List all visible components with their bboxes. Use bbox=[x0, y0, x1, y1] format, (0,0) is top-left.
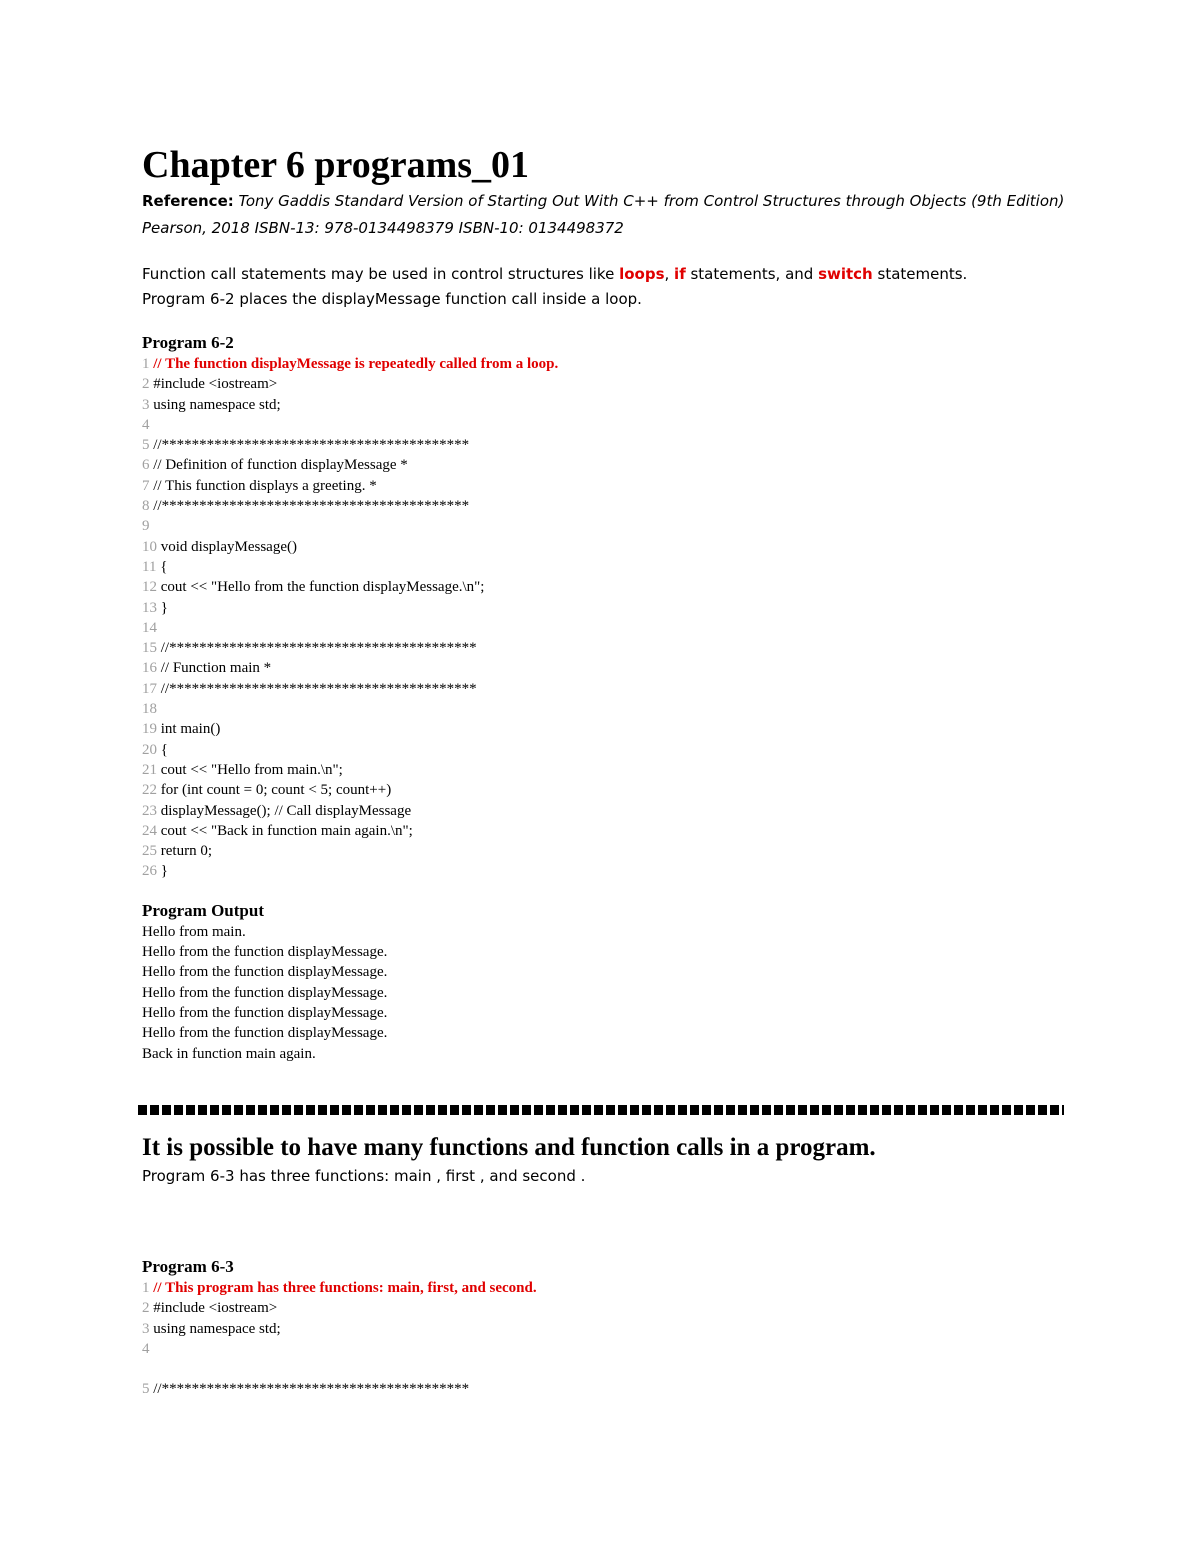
section-2-text: Program 6-3 has three functions: main , first , and second . bbox=[142, 1167, 586, 1185]
program-output-title: Program Output bbox=[142, 900, 264, 920]
intro-part3: statements. bbox=[872, 265, 968, 283]
code-line bbox=[142, 801, 1072, 821]
line-number: 3 bbox=[142, 396, 154, 413]
output-line: Hello from the function displayMessage. bbox=[142, 964, 388, 981]
line-number: 2 bbox=[142, 376, 154, 393]
line-number: 1 bbox=[142, 1280, 154, 1296]
code-text: //***************************************** bbox=[160, 680, 477, 697]
code-line bbox=[142, 719, 1072, 739]
code-text: return 0; bbox=[160, 843, 212, 860]
section-divider bbox=[138, 1105, 1064, 1115]
line-number: 2 bbox=[142, 1300, 154, 1317]
reference-text: Tony Gaddis Standard Version of Starting Out With C++ from Control Structures through Objects (9th Edition) Pearson, 2018 ISBN-13: 978-0134498379 ISBN-10: 0134498372 bbox=[142, 192, 1065, 237]
code-line bbox=[142, 1379, 1072, 1399]
code-text: using namespace std; bbox=[153, 396, 281, 413]
code-text: cout << "Hello from the function displayMessage.\n"; bbox=[160, 579, 485, 596]
line-number: 25 bbox=[142, 843, 161, 860]
line-number: 10 bbox=[142, 538, 161, 555]
code-text: //***************************************** bbox=[153, 498, 470, 515]
code-text: //***************************************** bbox=[160, 640, 477, 657]
keyword-loops: loops bbox=[619, 265, 665, 283]
line-number: 1 bbox=[142, 356, 154, 372]
code-line bbox=[142, 1339, 1072, 1359]
line-number: 16 bbox=[142, 660, 161, 677]
code-line bbox=[142, 455, 1072, 475]
program-output bbox=[142, 922, 1072, 1064]
code-text: cout << "Hello from main.\n"; bbox=[160, 761, 343, 778]
line-number: 11 bbox=[142, 558, 161, 575]
code-line bbox=[142, 841, 1072, 861]
code-text: displayMessage(); // Call displayMessage bbox=[160, 802, 412, 819]
line-number: 22 bbox=[142, 782, 161, 799]
line-number: 4 bbox=[142, 1340, 154, 1357]
program-6-3-title: Program 6-3 bbox=[142, 1257, 234, 1276]
code-line bbox=[142, 516, 1072, 536]
code-line bbox=[142, 618, 1072, 638]
code-line bbox=[142, 1298, 1072, 1318]
code-line bbox=[142, 780, 1072, 800]
code-line bbox=[142, 658, 1072, 678]
code-line bbox=[142, 638, 1072, 658]
program-6-3 bbox=[142, 1256, 1072, 1400]
reference-label: Reference: bbox=[142, 192, 234, 210]
line-number: 18 bbox=[142, 701, 161, 718]
code-text: void displayMessage() bbox=[160, 538, 297, 555]
line-number: 12 bbox=[142, 579, 161, 596]
keyword-if: if bbox=[674, 265, 686, 283]
output-line: Hello from the function displayMessage. bbox=[142, 944, 388, 961]
line-number: 5 bbox=[142, 437, 154, 454]
output-line: Hello from the function displayMessage. bbox=[142, 1004, 388, 1021]
code-text: //***************************************** bbox=[153, 437, 470, 454]
reference bbox=[142, 188, 1072, 242]
line-number: 17 bbox=[142, 680, 161, 697]
code-line bbox=[142, 435, 1072, 455]
intro-part1: Function call statements may be used in control structures like bbox=[142, 265, 620, 283]
line-number: 13 bbox=[142, 599, 161, 616]
code-text: // Function main * bbox=[160, 660, 272, 677]
code-text: for (int count = 0; count < 5; count++) bbox=[160, 782, 392, 799]
line-number: 15 bbox=[142, 640, 161, 657]
document-page bbox=[142, 142, 1072, 1064]
code-text: } bbox=[160, 599, 168, 616]
code-text: int main() bbox=[160, 721, 221, 738]
section-2 bbox=[142, 1131, 1072, 1187]
line-number: 9 bbox=[142, 518, 154, 535]
code-line bbox=[142, 1319, 1072, 1339]
page-title: Chapter 6 programs_01 bbox=[142, 144, 530, 186]
code-text: #include <iostream> bbox=[153, 376, 278, 393]
line-number: 7 bbox=[142, 477, 154, 494]
code-line bbox=[142, 577, 1072, 597]
intro-part2: statements, and bbox=[685, 265, 819, 283]
code-text: // This program has three functions: main, first, and second. bbox=[153, 1280, 537, 1296]
code-line bbox=[142, 374, 1072, 394]
code-line bbox=[142, 699, 1072, 719]
intro-comma: , bbox=[664, 265, 675, 283]
line-number: 14 bbox=[142, 619, 161, 636]
output-line: Hello from the function displayMessage. bbox=[142, 984, 388, 1001]
section-2-heading: It is possible to have many functions and function calls in a program. bbox=[142, 1134, 876, 1161]
line-number: 3 bbox=[142, 1320, 154, 1337]
line-number: 23 bbox=[142, 802, 161, 819]
code-line bbox=[142, 537, 1072, 557]
line-number: 4 bbox=[142, 416, 154, 433]
intro-line2: Program 6-2 places the displayMessage function call inside a loop. bbox=[142, 290, 642, 308]
code-text: // This function displays a greeting. * bbox=[153, 477, 377, 494]
line-number: 24 bbox=[142, 822, 161, 839]
line-number: 19 bbox=[142, 721, 161, 738]
code-text: { bbox=[160, 558, 168, 575]
code-text: { bbox=[160, 741, 168, 758]
intro-paragraph bbox=[142, 262, 1072, 312]
code-line bbox=[142, 395, 1072, 415]
code-line bbox=[142, 598, 1072, 618]
code-text: //***************************************** bbox=[153, 1381, 470, 1398]
line-number: 5 bbox=[142, 1381, 154, 1398]
code-line bbox=[142, 476, 1072, 496]
output-line: Hello from main. bbox=[142, 923, 246, 940]
line-number: 21 bbox=[142, 761, 161, 778]
code-line bbox=[142, 1278, 1072, 1298]
code-text: cout << "Back in function main again.\n"; bbox=[160, 822, 413, 839]
program-6-2-code bbox=[142, 354, 1072, 882]
code-line bbox=[142, 1359, 1072, 1379]
keyword-switch: switch bbox=[818, 265, 873, 283]
line-number: 8 bbox=[142, 498, 154, 515]
line-number: 20 bbox=[142, 741, 161, 758]
program-6-3-code bbox=[142, 1278, 1072, 1400]
output-line: Back in function main again. bbox=[142, 1045, 316, 1062]
code-text: using namespace std; bbox=[153, 1320, 281, 1337]
code-text: // Definition of function displayMessage * bbox=[153, 457, 408, 474]
code-line bbox=[142, 496, 1072, 516]
code-line bbox=[142, 740, 1072, 760]
code-text: } bbox=[160, 863, 168, 880]
code-text: #include <iostream> bbox=[153, 1300, 278, 1317]
line-number: 26 bbox=[142, 863, 161, 880]
code-line bbox=[142, 679, 1072, 699]
code-line bbox=[142, 354, 1072, 374]
code-line bbox=[142, 415, 1072, 435]
code-line bbox=[142, 557, 1072, 577]
code-line bbox=[142, 861, 1072, 881]
line-number: 6 bbox=[142, 457, 154, 474]
code-line bbox=[142, 821, 1072, 841]
code-text: // The function displayMessage is repeatedly called from a loop. bbox=[153, 356, 559, 372]
code-line bbox=[142, 760, 1072, 780]
output-line: Hello from the function displayMessage. bbox=[142, 1025, 388, 1042]
program-6-2-title: Program 6-2 bbox=[142, 333, 234, 352]
